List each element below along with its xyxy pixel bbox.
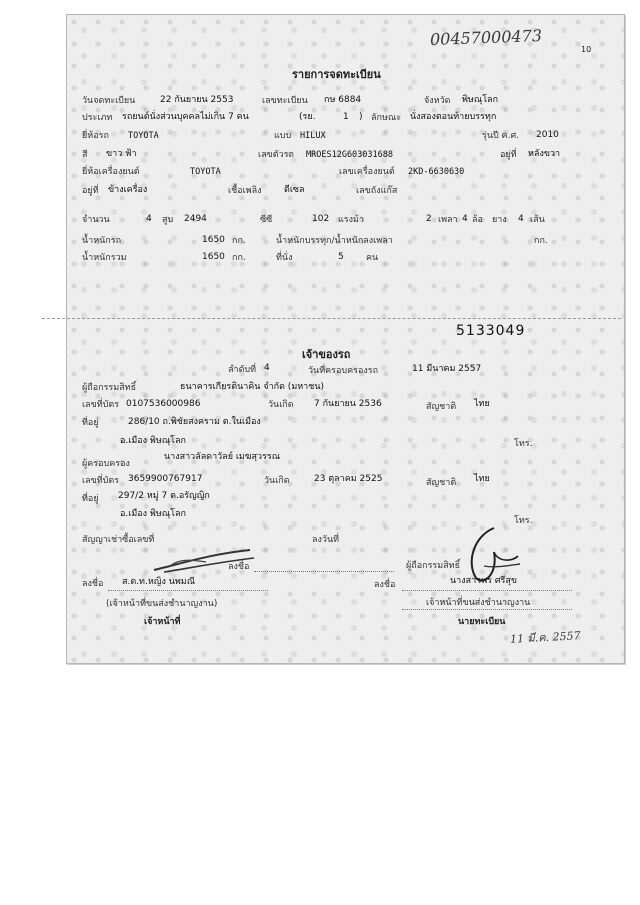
cylinders-label: จำนวน — [82, 215, 110, 225]
sequence-number: 4 — [264, 363, 270, 373]
hp-unit: แรงม้า — [338, 215, 365, 225]
color: ขาว ฟ้า — [106, 149, 137, 159]
owner-nationality-label: สัญชาติ — [426, 402, 457, 412]
owner-id-label: เลขที่บัตร — [82, 400, 120, 410]
holder-nationality: ไทย — [474, 474, 490, 484]
owner-nationality: ไทย — [474, 399, 490, 409]
left-officer-name: ส.ต.ท.หญิง นพมณี — [122, 577, 196, 587]
load-label: น้ำหนักบรรทุก/น้ำหนักลงเพลา — [276, 236, 393, 246]
left-sign-label: ลงชื่อ — [82, 579, 104, 589]
holder-id-label: เลขที่บัตร — [82, 476, 120, 486]
plate-number: กษ 6884 — [324, 95, 362, 105]
province-label: จังหวัด — [424, 96, 451, 106]
section-title-registration: รายการจดทะเบียน — [292, 68, 381, 81]
province: พิษณุโลก — [462, 95, 499, 105]
holder-address-district: อ.เมือง พิษณุโลก — [120, 509, 186, 519]
fold-line — [42, 318, 621, 319]
right-officer-caption: เจ้าหน้าที่ขนส่งชำนาญงาน — [426, 598, 531, 608]
left-officer-role: เจ้าหน้าที่ — [144, 617, 181, 627]
brand: TOYOTA — [128, 131, 159, 141]
owner-address-district: อ.เมือง พิษณุโลก — [120, 436, 186, 446]
holder-nationality-label: สัญชาติ — [426, 478, 457, 488]
owner-label: ผู้ถือกรรมสิทธิ์ — [82, 383, 137, 393]
engine-number: 2KD-6630630 — [408, 167, 465, 177]
engine-brand: TOYOTA — [190, 167, 221, 177]
fold-number: 5133049 — [456, 323, 526, 339]
model: HILUX — [300, 131, 326, 141]
holder-phone-label: โทร. — [514, 516, 533, 526]
reg-date: 22 กันยายน 2553 — [160, 95, 234, 105]
tires-unit: เส้น — [530, 215, 545, 225]
holder-birthdate: 23 ตุลาคม 2525 — [314, 474, 383, 484]
left-sign-line — [108, 590, 268, 591]
engine-cc: 2494 — [184, 214, 207, 224]
signature-line-center — [254, 571, 394, 572]
cylinders-unit: สูบ — [162, 215, 174, 225]
tires: 4 — [518, 214, 524, 224]
holder-address-label: ที่อยู่ — [82, 494, 99, 504]
type-code: 1 — [343, 112, 349, 122]
type-code-suffix: ) — [359, 112, 363, 122]
fuel: ดีเซล — [284, 185, 305, 195]
signature-label-center: ลงชื่อ — [228, 562, 250, 572]
chassis-location: หลังขวา — [528, 149, 561, 159]
weight-unit: กก. — [232, 236, 246, 246]
holder-label: ผู้ครอบครอง — [82, 459, 130, 469]
engine-number-label: เลขเครื่องยนต์ — [339, 167, 395, 177]
seats-unit: คน — [366, 253, 379, 263]
seats: 5 — [338, 252, 344, 262]
owner-address: 286/10 ถ.พิชัยสงคราม ต.ในเมือง — [128, 417, 261, 427]
page-number: 10 — [581, 45, 592, 54]
holder-id: 3659900767917 — [128, 474, 203, 484]
holder-address: 297/2 หมู่ 7 ต.อรัญญิก — [118, 491, 210, 501]
stamp-date: 11 มี.ค. 2557 — [509, 629, 581, 646]
wheels-unit: ล้อ — [472, 215, 483, 225]
holder-name: นางสาวลัลดาวัลย์ เมฆสุวรรณ — [164, 452, 281, 462]
gross-weight-unit: กก. — [232, 253, 246, 263]
handwritten-reference: 00457000473 — [429, 26, 543, 49]
section-title-owner: เจ้าของรถ — [302, 348, 351, 361]
owner-id: 0107536000986 — [126, 399, 201, 409]
chassis-location-label: อยู่ที่ — [500, 150, 517, 160]
holder-birthdate-label: วันเกิด — [264, 476, 290, 486]
horsepower: 102 — [312, 214, 330, 224]
vehicle-weight: 1650 — [202, 235, 225, 245]
seats-label: ที่นั่ง — [276, 253, 293, 263]
plate-label: เลขทะเบียน — [262, 96, 308, 106]
vehicle-type: รถยนต์นั่งส่วนบุคคลไม่เกิน 7 คน — [122, 112, 249, 122]
owner-birthdate: 7 กันยายน 2536 — [314, 399, 382, 409]
chassis-number: MROES12G603031688 — [306, 150, 393, 160]
model-label: แบบ — [274, 131, 292, 141]
reg-date-label: วันจดทะเบียน — [82, 96, 136, 106]
left-officer-caption: (เจ้าหน้าที่ขนส่งชำนาญงาน) — [106, 599, 218, 609]
gross-weight-label: น้ำหนักรวม — [82, 253, 127, 263]
color-label: สี — [82, 150, 88, 160]
axles-unit: เพลา — [438, 215, 458, 225]
owner-phone-label: โทร. — [514, 439, 533, 449]
gross-weight: 1650 — [202, 252, 225, 262]
engine-brand-label: ยี่ห้อเครื่องยนต์ — [82, 167, 140, 177]
axles: 2 — [426, 214, 432, 224]
style-label: ลักษณะ — [371, 113, 402, 123]
lease-date-label: ลงวันที่ — [312, 535, 340, 545]
sequence-label: ลำดับที่ — [228, 365, 257, 375]
owner-name: ธนาคารเกียรตินาคิน จำกัด (มหาชน) — [180, 382, 325, 392]
right-officer-role: นายทะเบียน — [458, 617, 506, 627]
owner-birthdate-label: วันเกิด — [268, 400, 294, 410]
officer-signature — [150, 544, 260, 578]
right-caption-line — [402, 609, 572, 610]
lease-contract-label: สัญญาเช่าซื้อเลขที่ — [82, 535, 155, 545]
right-officer-name: นางสาวพร ศรีสุข — [450, 576, 518, 586]
possession-date: 11 มีนาคม 2557 — [412, 364, 482, 374]
owner-address-label: ที่อยู่ — [82, 418, 99, 428]
load-unit: กก. — [534, 236, 548, 246]
gas-tank-label: เลขถังแก๊ส — [356, 186, 398, 196]
cylinders: 4 — [146, 214, 152, 224]
model-year: 2010 — [536, 130, 559, 140]
right-sign-label: ลงชื่อ — [374, 580, 396, 590]
body-style: นั่งสองตอนท้ายบรรทุก — [410, 112, 497, 122]
right-sign-line — [402, 590, 572, 591]
owner-signature-label: ผู้ถือกรรมสิทธิ์ — [406, 561, 461, 571]
chassis-label: เลขตัวรถ — [258, 150, 294, 160]
engine-location-label: อยู่ที่ — [82, 186, 99, 196]
wheels: 4 — [462, 214, 468, 224]
cc-unit: ซีซี — [260, 215, 273, 225]
brand-label: ยี่ห้อรถ — [82, 131, 109, 141]
possession-date-label: วันที่ครอบครองรถ — [308, 366, 379, 376]
tires-label: ยาง — [492, 215, 507, 225]
weight-label: น้ำหนักรถ — [82, 236, 122, 246]
engine-location: ข้างเครื่อง — [108, 185, 148, 195]
type-label: ประเภท — [82, 113, 113, 123]
type-code-prefix: (รย. — [299, 112, 316, 122]
fuel-label: เชื้อเพลิง — [228, 186, 262, 196]
year-label: รุ่นปี ค.ศ. — [482, 131, 520, 141]
